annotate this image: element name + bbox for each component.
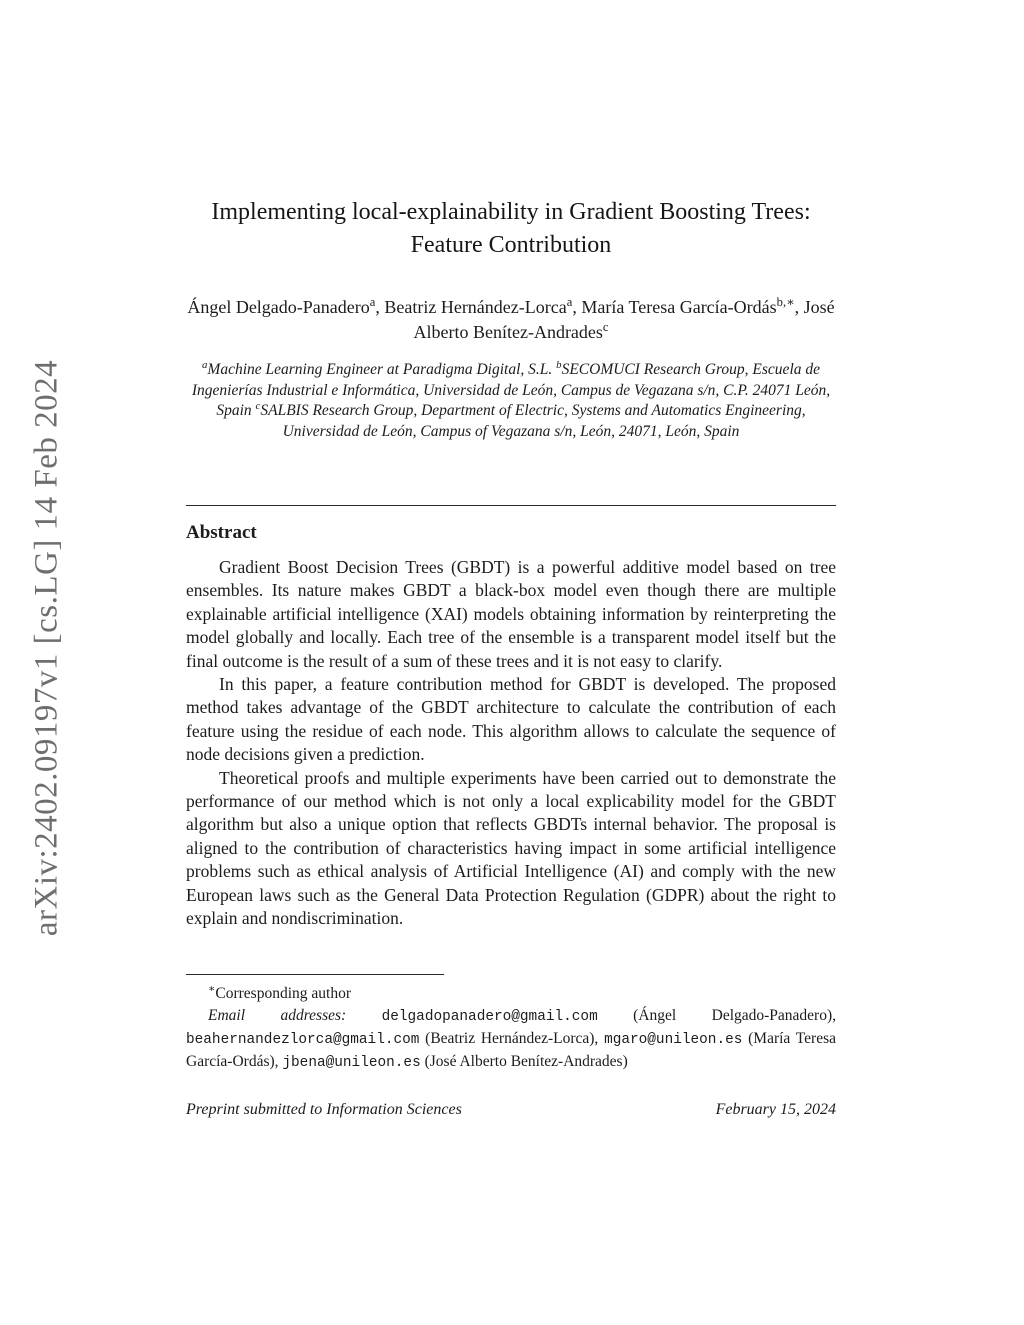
abstract-body xyxy=(186,556,836,931)
email-label: Email addresses: xyxy=(208,1006,382,1024)
abstract-top-rule xyxy=(186,505,836,506)
abstract-paragraph: In this paper, a feature contribution method for GBDT is developed. The proposed method takes advantage of the GBDT architecture to calculate the contribution of each feature using the residue of each node. This algorithm allows to calculate the sequence of node decisions given a prediction. xyxy=(186,674,836,765)
email-address: mgaro@unileon.es xyxy=(604,1031,743,1048)
author-list xyxy=(186,295,836,345)
abstract-paragraph: Theoretical proofs and multiple experiments have been carried out to demonstrate the performance of our method which is not only a local explicability model for the GBDT algorithm but also a unique option that reflects GBDTs internal behavior. The proposal is aligned to the contribution of characteristics having impact in some artificial intelligence problems such as ethical analysis of Artificial Intelligence (AI) and comply with the new European laws such as the General Data Protection Regulation (GDPR) about the right to explain and nondiscrimination. xyxy=(186,767,836,929)
affiliation: $^c$SALBIS Research Group, Department of Electric, Systems and Automatics Engineering, Universidad de León, Campus of Vegazana s/n, León, 24071, León, Spain xyxy=(255,399,806,440)
abstract-heading: Abstract xyxy=(186,522,257,543)
corresponding-author-note: ∗Corresponding author xyxy=(208,982,351,1002)
author: María Teresa García-Ordás$^{b,∗}$, xyxy=(581,295,804,317)
email-address: delgadopanadero@gmail.com xyxy=(381,1008,598,1025)
author-affiliation-mark: a xyxy=(566,295,573,309)
affiliation: $^a$Machine Learning Engineer at Paradigma Digital, S.L. xyxy=(202,358,553,378)
author-affiliation-mark: c xyxy=(602,320,609,334)
author-affiliation-mark: a xyxy=(369,295,376,309)
email-addresses-note: Email addresses: delgadopanadero@gmail.com (Ángel Delgado-Panadero), beahernandezlorca@gmail.com (Beatriz Hernández-Lorca), mgaro@unileon.es (María Teresa García-Ordás), jbena@unileon.es (José Alberto Benítez-Andrades) xyxy=(186,1006,837,1071)
abstract-paragraph: Gradient Boost Decision Trees (GBDT) is a powerful additive model based on tree ensembles. Its nature makes GBDT a black-box model even though there are multiple explainable artificial intelligence (XAI) models obtaining information by reinterpreting the model globally and locally. Each tree of the ensemble is a transparent model itself but the final outcome is the result of a sum of these trees and it is not easy to clarify. xyxy=(186,557,836,671)
author-affiliation-mark: b,∗ xyxy=(776,295,795,309)
author: Ángel Delgado-Panadero$^a$, xyxy=(187,295,385,317)
paper-page xyxy=(186,0,836,1119)
affiliation-list xyxy=(186,360,836,442)
preprint-note: Preprint submitted to Information Sciences xyxy=(186,1100,462,1118)
date: February 15, 2024 xyxy=(715,1100,836,1118)
affiliation: $^b$SECOMUCI Research Group, Escuela de Ingenierías Industrial e Informática, Universidad de León, Campus de Vegazana s/n, C.P. 24071 León, Spain xyxy=(191,358,831,419)
email-address: jbena@unileon.es xyxy=(282,1054,421,1071)
paper-title: Implementing local-explainability in Gradient Boosting Trees: Feature Contribution xyxy=(211,199,811,258)
arxiv-stamp: arXiv:2402.09197v1 [cs.LG] 14 Feb 2024 xyxy=(28,359,65,937)
author: José Alberto Benítez-Andrades$^c$ xyxy=(413,297,835,342)
page-footer xyxy=(186,1101,836,1119)
email-address: beahernandezlorca@gmail.com xyxy=(186,1031,420,1048)
footnote-block xyxy=(186,983,836,1074)
footnote-rule xyxy=(186,974,444,975)
footnote-star: ∗ xyxy=(208,982,216,995)
author: Beatriz Hernández-Lorca$^a$, xyxy=(384,295,582,317)
